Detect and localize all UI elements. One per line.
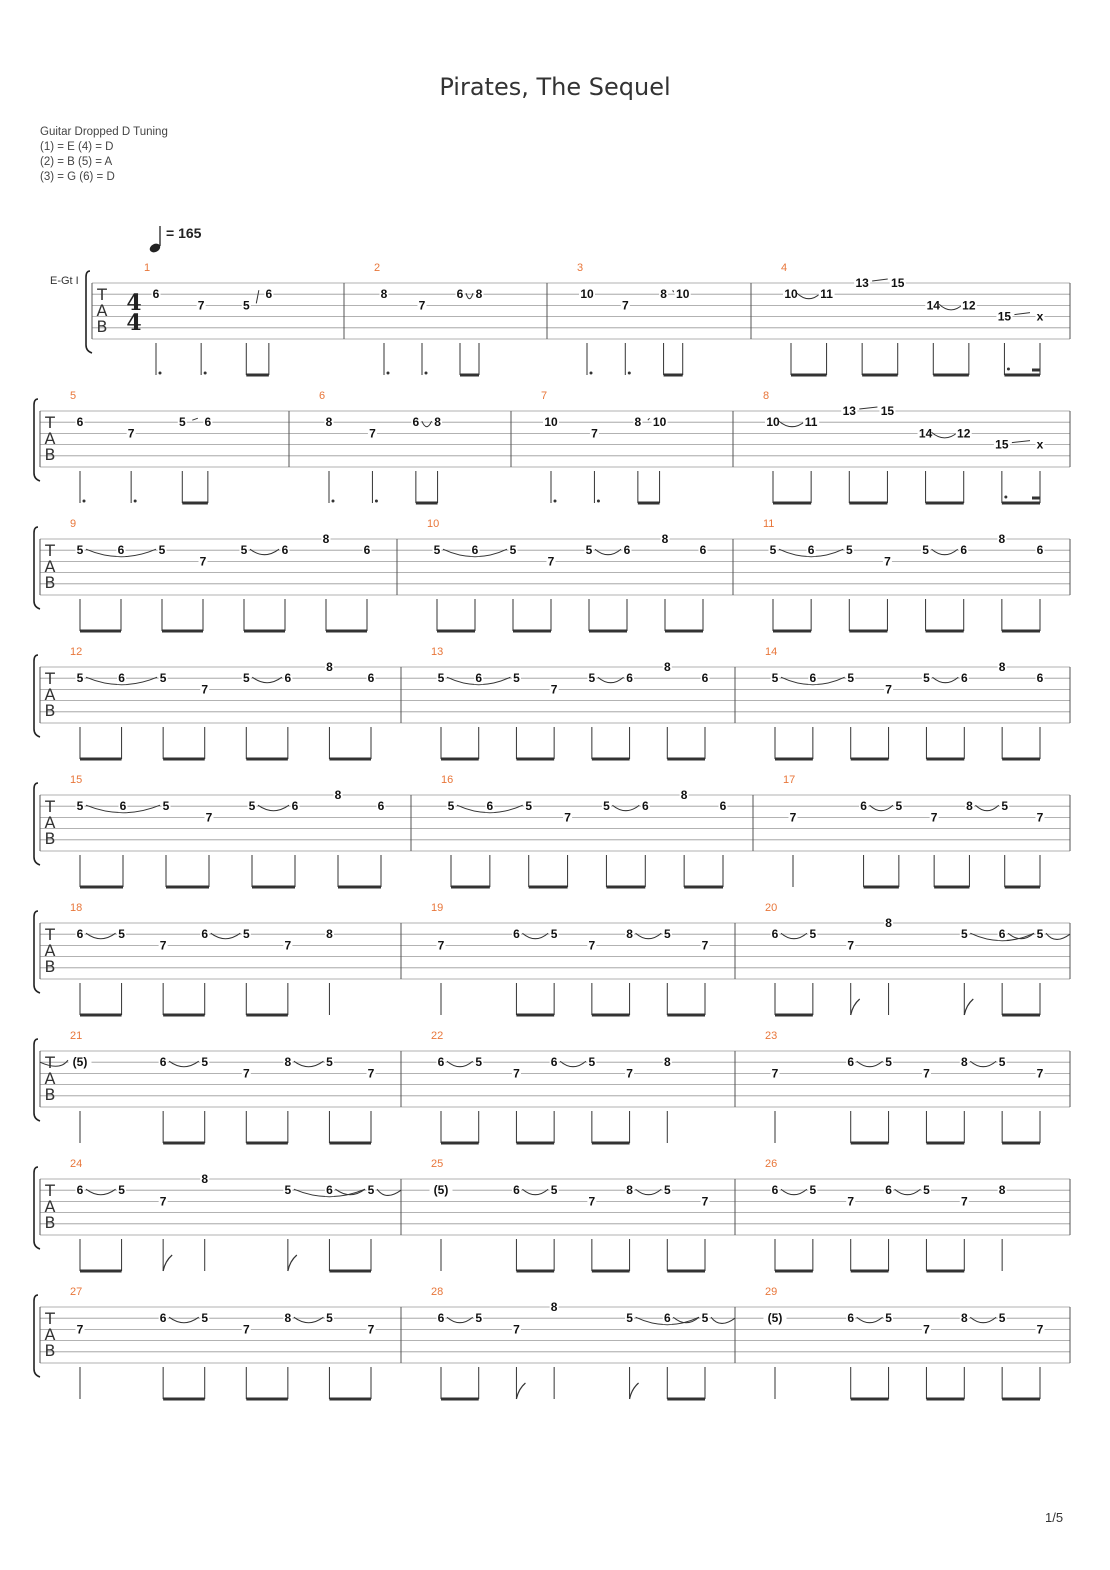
tab-clef-letter: B bbox=[44, 701, 56, 720]
fret-number: 14 bbox=[926, 298, 940, 313]
fret-number: 8 bbox=[284, 1311, 292, 1326]
fret-number: 8 bbox=[885, 916, 892, 930]
measure-number: 25 bbox=[431, 1158, 444, 1170]
fret-number: 6 bbox=[771, 927, 779, 942]
fret-number: 5 bbox=[513, 671, 520, 686]
measure-number: 14 bbox=[765, 646, 778, 658]
measure-number: 26 bbox=[765, 1158, 778, 1170]
fret-number: 7 bbox=[242, 1066, 250, 1081]
fret-number: 5 bbox=[1001, 799, 1009, 814]
fret-number: 6 bbox=[960, 543, 968, 558]
fret-number: 8 bbox=[325, 415, 333, 430]
fret-number: 5 bbox=[242, 671, 250, 686]
system-bracket bbox=[34, 655, 40, 737]
measure-number: 24 bbox=[70, 1158, 83, 1170]
fret-number: 13 bbox=[855, 276, 869, 290]
fret-number: 5 bbox=[663, 927, 671, 942]
time-signature-top: 4 bbox=[126, 290, 142, 316]
fret-number: 6 bbox=[486, 799, 494, 814]
fret-number: 6 bbox=[1036, 671, 1044, 686]
fret-number: 7 bbox=[626, 1066, 633, 1081]
fret-number: 5 bbox=[118, 927, 125, 942]
slide-mark bbox=[673, 290, 674, 292]
fret-number: 5 bbox=[367, 1183, 375, 1198]
dot bbox=[628, 372, 631, 375]
fret-number: 7 bbox=[547, 554, 555, 569]
dot bbox=[590, 372, 593, 375]
tab-clef-letter: B bbox=[44, 829, 56, 848]
fret-number: 5 bbox=[162, 799, 170, 814]
fret-number: 7 bbox=[437, 938, 445, 953]
dot bbox=[159, 372, 162, 375]
tab-clef-letter: T bbox=[45, 797, 55, 816]
tempo-marking: = 165 bbox=[166, 225, 202, 241]
fret-number: 8 bbox=[663, 660, 671, 674]
fret-number: 14 bbox=[918, 426, 933, 441]
fret-number: 8 bbox=[663, 1055, 671, 1070]
fret-number: 8 bbox=[660, 287, 667, 302]
fret-number: 6 bbox=[699, 543, 707, 558]
fret-number: 7 bbox=[284, 938, 292, 953]
tab-clef-letter: T bbox=[45, 1181, 55, 1200]
fret-number: 6 bbox=[204, 415, 212, 430]
measure-number: 4 bbox=[781, 262, 788, 274]
fret-number: 5 bbox=[701, 1311, 709, 1326]
fret-number: 7 bbox=[201, 682, 209, 697]
tab-clef-letter: T bbox=[45, 541, 55, 560]
fret-number: (5) bbox=[433, 1183, 449, 1198]
fret-number: 5 bbox=[550, 1183, 558, 1198]
fret-number: 7 bbox=[564, 810, 571, 825]
fret-number: 7 bbox=[701, 938, 709, 953]
fret-number: (5) bbox=[72, 1055, 88, 1070]
fret-number: 6 bbox=[1036, 543, 1044, 558]
fret-number: 8 bbox=[550, 1300, 558, 1314]
fret-number: 6 bbox=[471, 543, 479, 558]
fret-number: 8 bbox=[626, 927, 633, 942]
slide-mark bbox=[859, 407, 877, 409]
fret-number: 5 bbox=[809, 927, 817, 942]
fret-number: 7 bbox=[159, 1194, 167, 1209]
tab-clef-letter: A bbox=[44, 1325, 56, 1344]
fret-number: 7 bbox=[701, 1194, 709, 1209]
fret-number: 6 bbox=[265, 287, 273, 302]
tab-clef-letter: A bbox=[44, 1197, 56, 1216]
fret-number: 12 bbox=[957, 426, 971, 441]
fret-number: 7 bbox=[1036, 810, 1044, 825]
tuning-name: Guitar Dropped D Tuning bbox=[40, 126, 168, 138]
page-title: Pirates, The Sequel bbox=[439, 73, 671, 101]
fret-number: 5 bbox=[158, 543, 166, 558]
fret-number: 5 bbox=[550, 927, 558, 942]
time-signature-bottom: 4 bbox=[126, 310, 142, 336]
measure-number: 13 bbox=[431, 646, 444, 658]
fret-number: 10 bbox=[544, 415, 558, 430]
fret-number: 5 bbox=[284, 1183, 292, 1198]
fret-number: 6 bbox=[626, 671, 633, 686]
fret-number: 6 bbox=[475, 671, 483, 686]
fret-number: 11 bbox=[820, 287, 833, 302]
slide-mark bbox=[1012, 441, 1030, 443]
fret-number: x bbox=[1036, 437, 1044, 452]
fret-number: 8 bbox=[434, 415, 441, 430]
fret-number: 7 bbox=[242, 1322, 250, 1337]
fret-number: 6 bbox=[76, 927, 84, 942]
fret-number: 6 bbox=[367, 671, 375, 686]
system-bracket bbox=[34, 911, 40, 993]
fret-number: 6 bbox=[291, 799, 299, 814]
fret-number: 5 bbox=[248, 799, 256, 814]
tab-clef-letter: T bbox=[45, 413, 55, 432]
fret-number: 6 bbox=[847, 1055, 855, 1070]
measure-number: 1 bbox=[144, 262, 151, 274]
fret-number: 5 bbox=[998, 1311, 1006, 1326]
fret-number: 5 bbox=[475, 1055, 483, 1070]
measure-number: 12 bbox=[70, 646, 83, 658]
fret-number: 8 bbox=[284, 1055, 292, 1070]
fret-number: 6 bbox=[847, 1311, 855, 1326]
fret-number: 6 bbox=[117, 543, 125, 558]
fret-number: 6 bbox=[771, 1183, 779, 1198]
fret-number: 7 bbox=[1036, 1066, 1044, 1081]
fret-number: 7 bbox=[367, 1322, 375, 1337]
fret-number: 7 bbox=[199, 554, 207, 569]
fret-number: 6 bbox=[456, 287, 464, 302]
fret-number: 8 bbox=[626, 1183, 633, 1198]
fret-number: 10 bbox=[676, 287, 690, 302]
dot bbox=[83, 500, 86, 503]
fret-number: 8 bbox=[475, 287, 483, 302]
fret-number: 8 bbox=[998, 532, 1006, 546]
fret-number: 6 bbox=[363, 543, 371, 558]
fret-number: 6 bbox=[885, 1183, 892, 1198]
fret-number: 5 bbox=[178, 415, 186, 430]
fret-number: 5 bbox=[326, 1055, 333, 1070]
fret-number: 8 bbox=[960, 1055, 968, 1070]
fret-number: 7 bbox=[127, 426, 135, 441]
fret-number: 7 bbox=[789, 810, 797, 825]
fret-number: 5 bbox=[922, 543, 929, 558]
measure-number: 29 bbox=[765, 1286, 778, 1298]
fret-number: 5 bbox=[588, 1055, 596, 1070]
page-number: 1/5 bbox=[1045, 1510, 1064, 1525]
fret-number: x bbox=[1036, 309, 1044, 324]
measure-number: 15 bbox=[70, 774, 83, 786]
fret-number: 8 bbox=[966, 799, 973, 814]
tuning-line: (3) = G (6) = D bbox=[40, 171, 115, 183]
dot bbox=[1007, 368, 1010, 371]
tab-clef-letter: B bbox=[44, 1085, 56, 1104]
tuning-line: (1) = E (4) = D bbox=[40, 141, 114, 153]
measure-number: 20 bbox=[765, 902, 778, 914]
fret-number: 5 bbox=[885, 1311, 892, 1326]
fret-number: 7 bbox=[621, 298, 629, 313]
fret-number: 7 bbox=[367, 1066, 375, 1081]
fret-number: 5 bbox=[847, 671, 855, 686]
tab-clef-letter: B bbox=[96, 317, 108, 336]
fret-number: 5 bbox=[885, 1055, 892, 1070]
fret-number: 5 bbox=[159, 671, 167, 686]
fret-number: 8 bbox=[661, 532, 669, 546]
tab-clef-letter: A bbox=[44, 429, 56, 448]
measure-number: 21 bbox=[70, 1030, 83, 1042]
tab-clef-letter: A bbox=[44, 941, 56, 960]
tab-clef-letter: A bbox=[44, 1069, 56, 1088]
fret-number: 7 bbox=[923, 1066, 930, 1081]
fret-number: 5 bbox=[771, 671, 779, 686]
fret-number: 10 bbox=[652, 415, 667, 430]
tab-clef-letter: A bbox=[96, 301, 108, 320]
fret-number: 7 bbox=[923, 1322, 930, 1337]
fret-number: 5 bbox=[809, 1183, 817, 1198]
fret-number: 5 bbox=[326, 1311, 333, 1326]
fret-number: 5 bbox=[895, 799, 903, 814]
eighth-flag bbox=[163, 1255, 172, 1271]
system-bracket bbox=[34, 783, 40, 865]
fret-number: 8 bbox=[326, 660, 333, 674]
dot bbox=[597, 500, 600, 503]
tab-clef-letter: A bbox=[44, 813, 56, 832]
fret-number: 5 bbox=[923, 1183, 930, 1198]
fret-number: 8 bbox=[380, 287, 388, 302]
fret-number: 7 bbox=[884, 554, 891, 569]
slide-mark bbox=[1014, 313, 1030, 315]
tab-clef-letter: A bbox=[44, 685, 56, 704]
tab-clef-letter: T bbox=[45, 1053, 55, 1072]
fret-number: 6 bbox=[513, 1183, 520, 1198]
eighth-flag bbox=[288, 1255, 297, 1271]
fret-number: 15 bbox=[995, 437, 1009, 452]
measure-number: 17 bbox=[783, 774, 796, 786]
measure-number: 19 bbox=[431, 902, 444, 914]
dot bbox=[387, 372, 390, 375]
fret-number: 5 bbox=[663, 1183, 671, 1198]
measure-number: 3 bbox=[577, 262, 584, 274]
fret-number: 7 bbox=[550, 682, 558, 697]
fret-number: 7 bbox=[205, 810, 213, 825]
fret-number: 6 bbox=[663, 1311, 671, 1326]
fret-number: 7 bbox=[418, 298, 426, 313]
measure-number: 7 bbox=[541, 390, 548, 402]
fret-number: 5 bbox=[525, 799, 533, 814]
slide-mark bbox=[192, 418, 198, 420]
fret-number: 7 bbox=[76, 1322, 84, 1337]
fret-number: 8 bbox=[680, 788, 688, 802]
fret-number: 6 bbox=[281, 543, 289, 558]
measure-number: 27 bbox=[70, 1286, 83, 1298]
dot bbox=[375, 500, 378, 503]
fret-number: 6 bbox=[412, 415, 420, 430]
dot bbox=[1004, 496, 1007, 499]
tab-clef-letter: B bbox=[44, 1213, 56, 1232]
tab-clef-letter: T bbox=[45, 1309, 55, 1328]
fret-number: 8 bbox=[322, 532, 330, 546]
dot bbox=[204, 372, 207, 375]
system-bracket bbox=[34, 1295, 40, 1377]
fret-number: 6 bbox=[159, 1055, 167, 1070]
slide-mark bbox=[872, 279, 888, 281]
fret-number: 7 bbox=[369, 426, 376, 441]
fret-number: 7 bbox=[847, 1194, 855, 1209]
fret-number: 8 bbox=[998, 1183, 1006, 1198]
fret-number: 7 bbox=[1036, 1322, 1044, 1337]
fret-number: 10 bbox=[766, 415, 780, 430]
fret-number: 5 bbox=[923, 671, 930, 686]
fret-number: 5 bbox=[845, 543, 853, 558]
fret-number: 6 bbox=[701, 671, 709, 686]
fret-number: 5 bbox=[76, 799, 84, 814]
fret-number: 7 bbox=[930, 810, 938, 825]
fret-number: 6 bbox=[550, 1055, 558, 1070]
measure-number: 16 bbox=[441, 774, 454, 786]
track-label: E-Gt I bbox=[50, 275, 79, 287]
fret-number: 5 bbox=[242, 298, 250, 313]
fret-number: 12 bbox=[962, 298, 976, 313]
tab-clef-letter: T bbox=[45, 669, 55, 688]
fret-number: 6 bbox=[641, 799, 649, 814]
fret-number: 8 bbox=[998, 660, 1006, 674]
fret-number: 7 bbox=[197, 298, 205, 313]
fret-number: 5 bbox=[437, 671, 445, 686]
measure-number: 23 bbox=[765, 1030, 778, 1042]
fret-number: 6 bbox=[119, 799, 127, 814]
fret-number: 5 bbox=[626, 1311, 633, 1326]
measure-number: 18 bbox=[70, 902, 83, 914]
fret-number: 5 bbox=[603, 799, 610, 814]
fret-number: 6 bbox=[284, 671, 292, 686]
fret-number: 7 bbox=[588, 938, 596, 953]
fret-number: 5 bbox=[769, 543, 777, 558]
fret-number: 5 bbox=[201, 1055, 209, 1070]
fret-number: 6 bbox=[76, 415, 84, 430]
fret-number: 13 bbox=[842, 404, 856, 418]
fret-number: 7 bbox=[159, 938, 167, 953]
fret-number: 8 bbox=[201, 1172, 209, 1186]
measure-number: 10 bbox=[427, 518, 440, 530]
measure-number: 5 bbox=[70, 390, 77, 402]
fret-number: 10 bbox=[784, 287, 798, 302]
fret-number: 7 bbox=[771, 1066, 779, 1081]
fret-number: 8 bbox=[634, 415, 642, 430]
tab-clef-letter: B bbox=[44, 1341, 56, 1360]
fret-number: 5 bbox=[240, 543, 248, 558]
fret-number: 6 bbox=[326, 1183, 333, 1198]
fret-number: (5) bbox=[767, 1311, 783, 1326]
fret-number: 7 bbox=[960, 1194, 968, 1209]
measure-number: 9 bbox=[70, 518, 77, 530]
fret-number: 5 bbox=[447, 799, 455, 814]
fret-number: 7 bbox=[513, 1322, 520, 1337]
fret-number: 5 bbox=[76, 671, 84, 686]
fret-number: 7 bbox=[591, 426, 598, 441]
tuning-line: (2) = B (5) = A bbox=[40, 156, 113, 168]
measure-number: 2 bbox=[374, 262, 381, 274]
fret-number: 5 bbox=[76, 543, 84, 558]
measure-number: 8 bbox=[763, 390, 770, 402]
tab-clef-letter: B bbox=[44, 445, 56, 464]
system-bracket bbox=[34, 1039, 40, 1121]
slide-mark bbox=[256, 290, 259, 303]
fret-number: 7 bbox=[588, 1194, 596, 1209]
fret-number: 6 bbox=[437, 1055, 445, 1070]
fret-number: 10 bbox=[580, 287, 594, 302]
fret-number: 5 bbox=[998, 1055, 1006, 1070]
fret-number: 5 bbox=[118, 1183, 125, 1198]
fret-number: 6 bbox=[513, 927, 520, 942]
fret-number: 5 bbox=[475, 1311, 483, 1326]
fret-number: 5 bbox=[509, 543, 517, 558]
measure-number: 6 bbox=[319, 390, 326, 402]
dot bbox=[332, 500, 335, 503]
fret-number: 6 bbox=[719, 799, 727, 814]
fret-number: 15 bbox=[997, 309, 1012, 324]
fret-number: 6 bbox=[960, 671, 968, 686]
fret-number: 5 bbox=[585, 543, 593, 558]
fret-number: 6 bbox=[152, 287, 160, 302]
measure-number: 11 bbox=[763, 518, 775, 530]
fret-number: 5 bbox=[960, 927, 968, 942]
fret-number: 11 bbox=[804, 415, 818, 430]
fret-number: 5 bbox=[242, 927, 250, 942]
fret-number: 8 bbox=[326, 927, 333, 942]
fret-number: 5 bbox=[201, 1311, 209, 1326]
dot bbox=[425, 372, 428, 375]
fret-number: 8 bbox=[960, 1311, 968, 1326]
dot bbox=[134, 500, 137, 503]
system-bracket bbox=[34, 1167, 40, 1249]
fret-number: 5 bbox=[588, 671, 596, 686]
system-bracket bbox=[34, 399, 40, 481]
eighth-flag bbox=[516, 1383, 525, 1399]
fret-number: 15 bbox=[891, 276, 905, 290]
tab-clef-letter: A bbox=[44, 557, 56, 576]
fret-number: 6 bbox=[860, 799, 867, 814]
fret-number: 5 bbox=[1036, 927, 1044, 942]
measure-number: 22 bbox=[431, 1030, 444, 1042]
eighth-flag bbox=[851, 999, 860, 1015]
fret-number: 15 bbox=[880, 404, 895, 418]
fret-number: 7 bbox=[847, 938, 855, 953]
fret-number: 7 bbox=[885, 682, 892, 697]
fret-number: 7 bbox=[513, 1066, 520, 1081]
tab-clef-letter: B bbox=[44, 957, 56, 976]
eighth-flag bbox=[630, 1383, 639, 1399]
tab-clef-letter: T bbox=[97, 285, 107, 304]
fret-number: 5 bbox=[433, 543, 441, 558]
fret-number: 6 bbox=[623, 543, 631, 558]
fret-number: 8 bbox=[334, 788, 342, 802]
fret-number: 6 bbox=[76, 1183, 84, 1198]
measure-number: 28 bbox=[431, 1286, 444, 1298]
system-bracket bbox=[86, 271, 92, 353]
fret-number: 6 bbox=[377, 799, 385, 814]
fret-number: 6 bbox=[437, 1311, 445, 1326]
dot bbox=[554, 500, 557, 503]
fret-number: 6 bbox=[201, 927, 209, 942]
fret-number: 6 bbox=[807, 543, 815, 558]
fret-number: 6 bbox=[118, 671, 125, 686]
fret-number: 6 bbox=[998, 927, 1006, 942]
tab-clef-letter: B bbox=[44, 573, 56, 592]
eighth-flag bbox=[964, 999, 973, 1015]
system-bracket bbox=[34, 527, 40, 609]
fret-number: 6 bbox=[809, 671, 817, 686]
tab-clef-letter: T bbox=[45, 925, 55, 944]
slide-mark bbox=[648, 418, 650, 420]
fret-number: 6 bbox=[159, 1311, 167, 1326]
